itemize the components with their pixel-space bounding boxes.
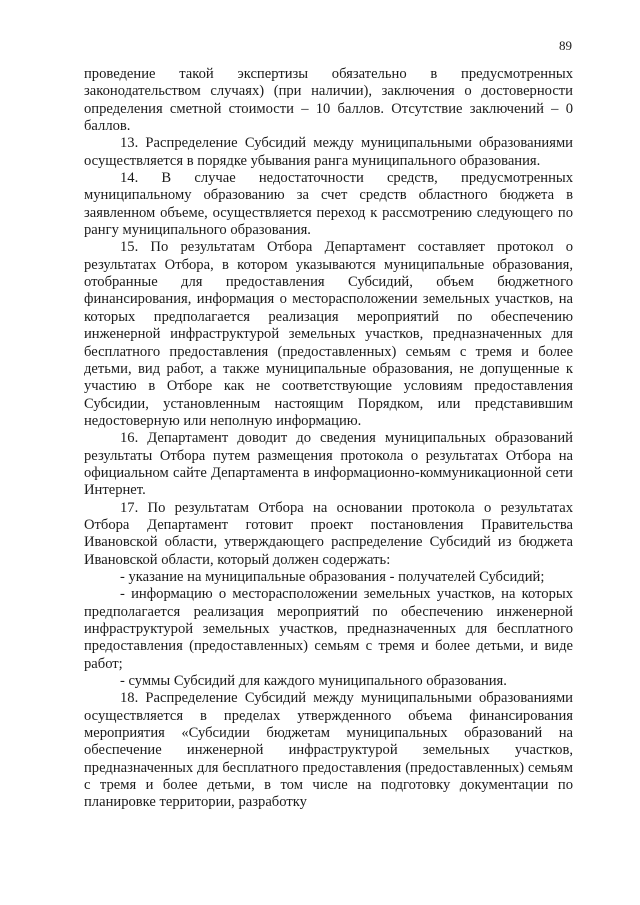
page-number: 89 bbox=[559, 38, 572, 53]
paragraph-15: 15. По результатам Отбора Департамент составляет протокол о результатах Отбора, в котором указываются муниципальные образования, отобранные для предоставления Субсидий, объем бюджетного финансирования, информация о месторасположении земельных участков, на которых предполагается реализация мероприятий по обеспечению инженерной инфраструктурой земельных участков, предназначенных для бесплатного предоставления (предоставленных) семьям с тремя и более детьми, вид работ, а также муниципальные образования, не допущенные к участию в Отборе как не соответствующие условиям предоставления Субсидии, установленным настоящим Порядком, или представившим недостоверную или неполную информацию. bbox=[84, 239, 573, 429]
paragraph-13: 13. Распределение Субсидий между муниципальными образованиями осуществляется в порядке убывания ранга муниципального образования. bbox=[84, 135, 573, 169]
list-item-land-location: - информацию о месторасположении земельных участков, на которых предполагается реализация мероприятий по обеспечению инженерной инфраструктурой земельных участков, предназначенных для бесплатного предоставления (предоставленных) семьям с тремя и более детьми, и виде работ; bbox=[84, 586, 573, 672]
list-item-subsidy-sums: - суммы Субсидий для каждого муниципального образования. bbox=[120, 673, 507, 690]
list-item-recipients: - указание на муниципальные образования - получателей Субсидий; bbox=[120, 568, 545, 585]
document-body bbox=[84, 66, 573, 812]
paragraph-14: 14. В случае недостаточности средств, предусмотренных муниципальному образованию за счет средств областного бюджета в заявленном объеме, осуществляется переход к рассмотрению следующего по рангу муниципального образования. bbox=[84, 170, 573, 239]
paragraph-continuation: проведение такой экспертизы обязательно в предусмотренных законодательством случаях) (при наличии), заключения о достоверности определения сметной стоимости – 10 баллов. Отсутствие заключений – 0 баллов. bbox=[84, 66, 573, 135]
paragraph-18: 18. Распределение Субсидий между муниципальными образованиями осуществляется в пределах утвержденного объема финансирования мероприятия «Субсидии бюджетам муниципальных образований на обеспечение инженерной инфраструктурой земельных участков, предназначенных для бесплатного предоставления (предоставленных) семьям с тремя и более детьми, в том числе на подготовку документации по планировке территории, разработку bbox=[84, 690, 573, 811]
paragraph-17: 17. По результатам Отбора на основании протокола о результатах Отбора Департамент готовит проект постановления Правительства Ивановской области, утверждающего распределение Субсидий из бюджета Ивановской области, который должен содержать: bbox=[84, 499, 573, 568]
paragraph-16: 16. Департамент доводит до сведения муниципальных образований результаты Отбора путем размещения протокола о результатах Отбора на официальном сайте Департамента в информационно-коммуникационной сети Интернет. bbox=[84, 430, 573, 499]
